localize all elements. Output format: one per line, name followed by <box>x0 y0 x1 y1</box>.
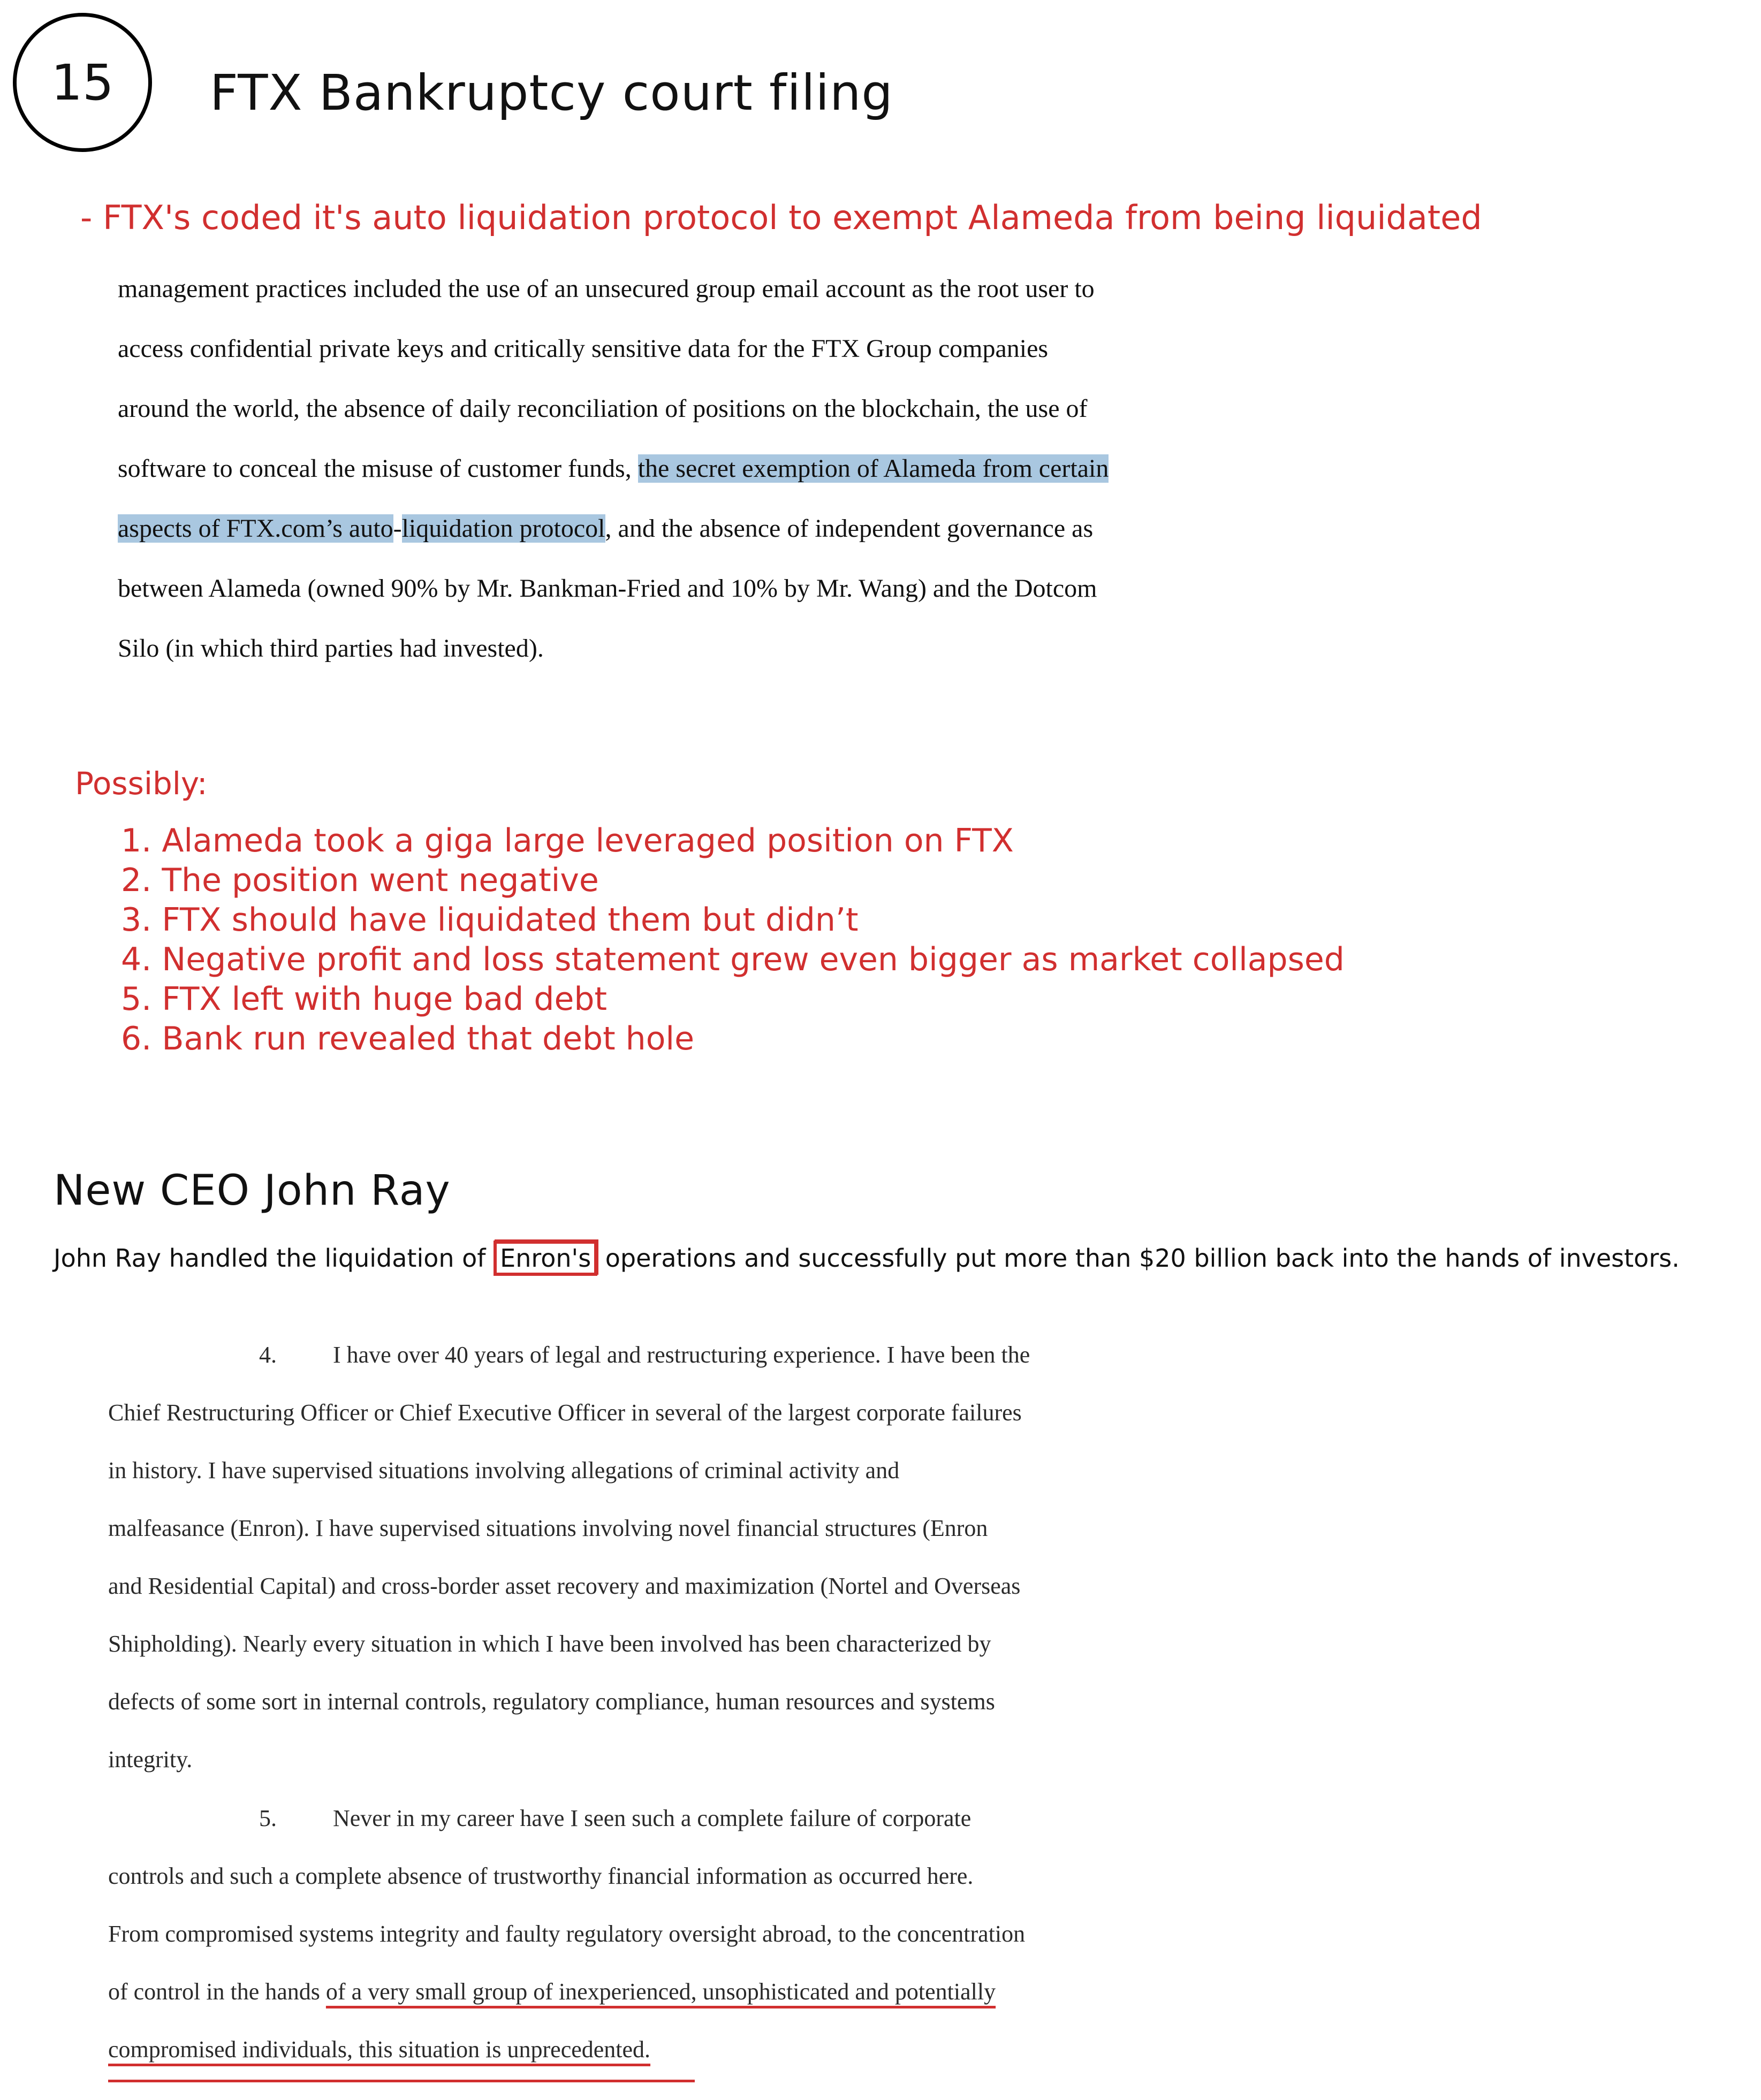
filing-line: integrity. <box>108 1746 193 1772</box>
filing-line: From compromised systems integrity and faulty regulatory oversight abroad, to the concentration <box>108 1921 1026 1947</box>
filing-line: defects of some sort in internal controls, regulatory compliance, human resources and systems <box>108 1688 995 1715</box>
excerpt-line: around the world, the absence of daily reconciliation of positions on the blockchain, the use of <box>118 394 1088 423</box>
filing-line: Chief Restructuring Officer or Chief Executive Officer in several of the largest corporate failures <box>108 1399 1022 1426</box>
ceo-note <box>54 1241 1680 1276</box>
filing-line <box>108 1978 996 2005</box>
hypothesis-step: 5. FTX left with huge bad debt <box>121 980 607 1018</box>
possibly-label: Possibly: <box>75 765 208 802</box>
paragraph-number: 4. <box>259 1342 277 1368</box>
hypothesis-step: 6. Bank run revealed that debt hole <box>121 1020 695 1057</box>
hypothesis-step: 2. The position went negative <box>121 862 599 899</box>
hypothesis-step: 4. Negative profit and loss statement grew even bigger as market collapsed <box>121 941 1345 978</box>
highlighted-text: liquidation protocol <box>401 514 605 543</box>
underlined-text: compromised individuals, this situation is unprecedented. <box>108 2036 651 2063</box>
filing-line: Shipholding). Nearly every situation in which I have been involved has been characterized by <box>108 1631 991 1657</box>
filing-line: I have over 40 years of legal and restructuring experience. I have been the <box>333 1342 1030 1368</box>
excerpt-text: , and the absence of independent governance as <box>605 514 1094 543</box>
highlighted-text: aspects of FTX.com’s auto <box>118 514 393 543</box>
ceo-note-text: operations and successfully put more than $20 billion back into the hands of investors. <box>597 1244 1680 1273</box>
double-underline-mark <box>108 2080 695 2082</box>
highlighted-text: the secret exemption of Alameda from certain <box>637 454 1109 483</box>
hypothesis-step: 3. FTX should have liquidated them but didn’t <box>121 901 859 939</box>
filing-text: of control in the hands <box>108 1979 326 2005</box>
filing-line: controls and such a complete absence of trustworthy financial information as occurred here. <box>108 1863 974 1889</box>
ceo-heading: New CEO John Ray <box>54 1167 451 1215</box>
excerpt-line <box>118 454 1109 483</box>
excerpt-line: between Alameda (owned 90% by Mr. Bankman-Fried and 10% by Mr. Wang) and the Dotcom <box>118 574 1097 603</box>
excerpt-line <box>118 514 1093 543</box>
excerpt-line: management practices included the use of an unsecured group email account as the root user to <box>118 275 1095 303</box>
annotation-note: - FTX's coded it's auto liquidation protocol to exempt Alameda from being liquidated <box>80 198 1482 237</box>
excerpt-line: access confidential private keys and critically sensitive data for the FTX Group companies <box>118 334 1049 363</box>
filing-line: malfeasance (Enron). I have supervised situations involving novel financial structures (Enron <box>108 1515 988 1541</box>
hypothesis-step: 1. Alameda took a giga large leveraged position on FTX <box>121 822 1014 859</box>
excerpt-text: - <box>393 514 402 543</box>
ceo-note-text: John Ray handled the liquidation of <box>54 1244 494 1273</box>
underlined-text: of a very small group of inexperienced, unsophisticated and potentially <box>325 1979 996 2005</box>
filing-line: Never in my career have I seen such a complete failure of corporate <box>333 1805 971 1831</box>
page-title: FTX Bankruptcy court filing <box>210 64 893 121</box>
filing-line: and Residential Capital) and cross-border asset recovery and maximization (Nortel and Overseas <box>108 1573 1021 1599</box>
paragraph-number: 5. <box>259 1805 277 1831</box>
excerpt-line: Silo (in which third parties had invested). <box>118 634 544 663</box>
filing-line: in history. I have supervised situations involving allegations of criminal activity and <box>108 1457 900 1483</box>
slide-number: 15 <box>51 54 114 111</box>
filing-line <box>108 2036 650 2063</box>
slide-number-badge <box>13 13 152 152</box>
enron-boxed-text: Enron's <box>494 1241 597 1276</box>
excerpt-text: software to conceal the misuse of customer funds, <box>118 454 638 483</box>
